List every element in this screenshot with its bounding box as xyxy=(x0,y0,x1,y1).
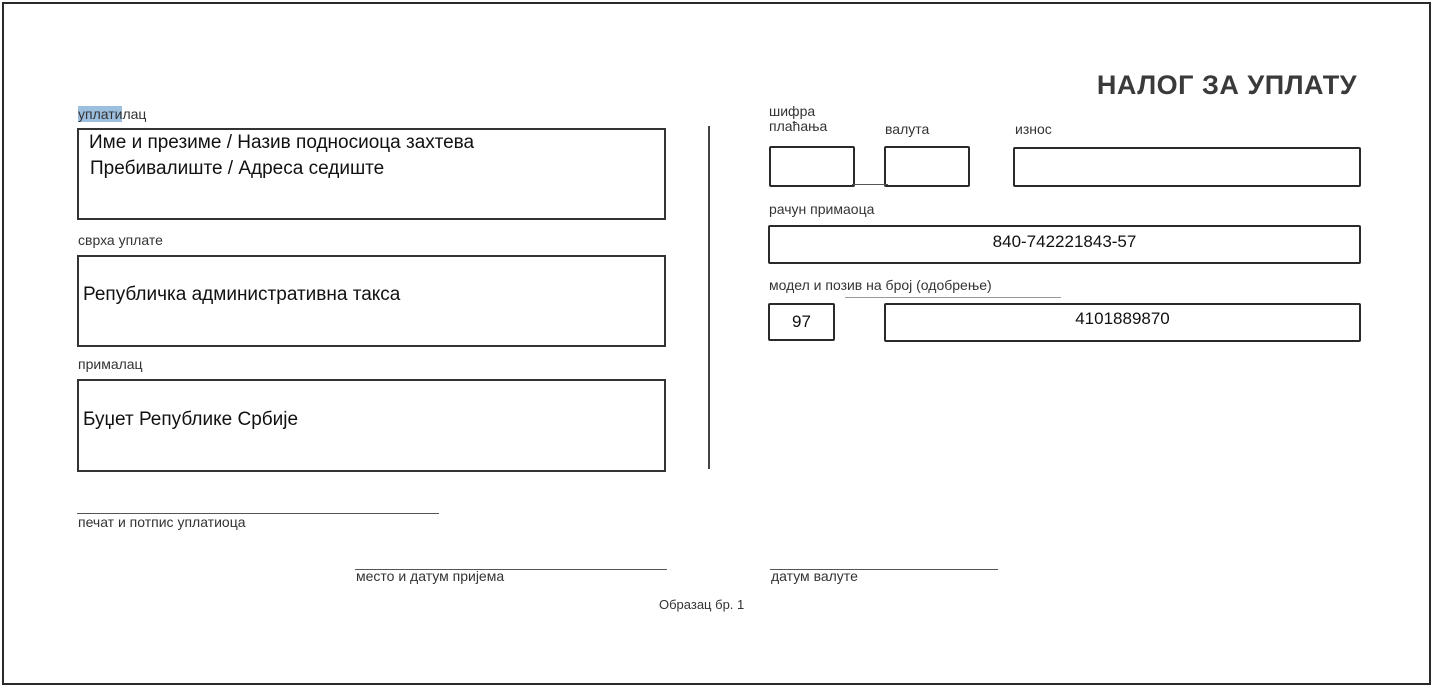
code-currency-connector xyxy=(852,184,888,185)
payer-label xyxy=(78,106,146,122)
value-date-label: датум валуте xyxy=(771,568,858,584)
model-input[interactable] xyxy=(768,303,835,341)
payment-code-label xyxy=(769,104,827,134)
payment-code-input[interactable] xyxy=(769,146,855,187)
purpose-text: Републичка административна такса xyxy=(83,284,401,305)
purpose-label: сврха уплате xyxy=(78,232,163,248)
model-value: 97 xyxy=(792,312,811,331)
column-divider xyxy=(708,126,710,469)
recipient-box[interactable] xyxy=(77,379,666,472)
payment-code-label-line2: плаћања xyxy=(769,118,828,134)
currency-input[interactable] xyxy=(884,146,970,187)
recipient-account-input[interactable] xyxy=(768,225,1361,264)
amount-input[interactable] xyxy=(1013,147,1361,187)
recipient-account-label: рачун примаоца xyxy=(769,201,875,217)
signature-label: печат и потпис уплатиоца xyxy=(78,514,246,530)
form-number: Образац бр. 1 xyxy=(659,597,745,612)
purpose-box[interactable] xyxy=(77,255,666,347)
payment-code-label-line1: шифра xyxy=(769,103,816,119)
recipient-text: Буџет Републике Србије xyxy=(83,409,299,430)
reference-label-underline xyxy=(845,297,1061,298)
currency-label: валута xyxy=(885,121,930,137)
payer-name-text: Име и презиме / Назив подносиоца захтева xyxy=(89,132,475,153)
form-title: НАЛОГ ЗА УПЛАТУ xyxy=(1096,70,1357,100)
recipient-account-value: 840-742221843-57 xyxy=(992,232,1137,251)
recipient-label: прималац xyxy=(78,356,143,372)
reference-number-value: 4101889870 xyxy=(1075,309,1170,328)
payer-label-highlight: уплати xyxy=(78,106,123,122)
reference-label: модел и позив на број (одобрење) xyxy=(769,277,992,293)
payer-address-text: Пребивалиште / Адреса седиште xyxy=(90,158,385,179)
payer-label-rest: лац xyxy=(122,106,147,122)
reference-number-input[interactable] xyxy=(884,303,1361,342)
amount-label: износ xyxy=(1015,121,1052,137)
place-date-label: место и датум пријема xyxy=(356,568,505,584)
payer-box[interactable] xyxy=(77,128,666,220)
